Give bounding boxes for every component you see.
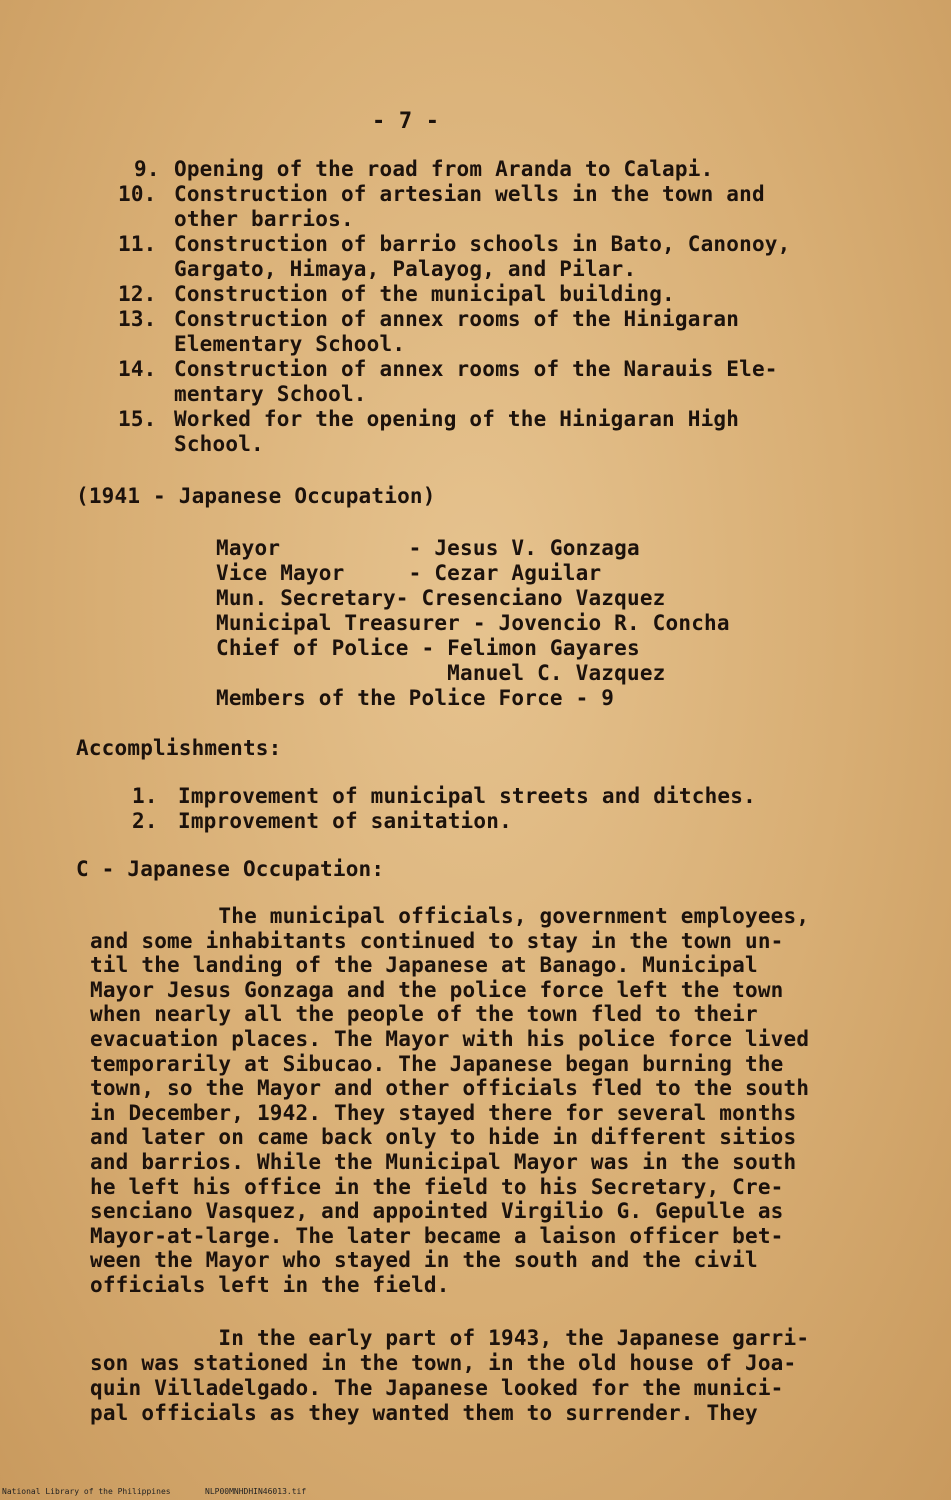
list-item-text: Gargato, Himaya, Palayog, and Pilar. xyxy=(174,257,637,281)
official-line: Chief of Police - Felimon Gayares xyxy=(216,636,640,660)
paragraph-line: quin Villadelgado. The Japanese looked for the munici- xyxy=(90,1376,784,1400)
list-item-number: 15. xyxy=(118,407,157,431)
paragraph-line: til the landing of the Japanese at Banago. Municipal xyxy=(90,953,758,978)
paragraph-line: officials left in the field. xyxy=(90,1273,450,1297)
list-item-text: Elementary School. xyxy=(174,332,406,356)
paragraph-line: ween the Mayor who stayed in the south and the civil xyxy=(90,1248,758,1273)
list-item-text: Worked for the opening of the Hinigaran High xyxy=(174,407,740,431)
paragraph-line: and barrios. While the Municipal Mayor was in the south xyxy=(90,1150,797,1174)
paragraph-line: and later on came back only to hide in different sitios xyxy=(90,1125,797,1150)
accomplishment-text: Improvement of sanitation. xyxy=(178,809,512,833)
paragraph-line: and some inhabitants continued to stay in the town un- xyxy=(90,928,784,953)
official-line: Mayor - Jesus V. Gonzaga xyxy=(216,536,640,560)
list-item-text: Opening of the road from Aranda to Calapi. xyxy=(174,157,714,181)
list-item-number: 12. xyxy=(118,282,157,306)
paragraph-line: in December, 1942. They stayed there for several months xyxy=(90,1100,797,1125)
paragraph-line: he left his office in the field to his Secretary, Cre- xyxy=(90,1174,784,1199)
paragraph-line: son was stationed in the town, in the old house of Joa- xyxy=(90,1351,797,1375)
accomplishment-text: Improvement of municipal streets and ditches. xyxy=(178,784,756,808)
paragraph-line: evacuation places. The Mayor with his police force lived xyxy=(90,1027,810,1051)
footer-left: National Library of the Philippines xyxy=(2,1487,171,1496)
official-line: Manuel C. Vazquez xyxy=(216,661,666,685)
accomplishments-heading: Accomplishments: xyxy=(76,736,282,760)
list-item-text: other barrios. xyxy=(174,207,354,231)
list-item-number: 9. xyxy=(134,157,160,181)
paragraph-line: Mayor-at-large. The later became a laison officer bet- xyxy=(90,1223,784,1248)
paragraph-line: when nearly all the people of the town fled to their xyxy=(90,1002,758,1027)
accomplishment-number: 1. xyxy=(132,784,158,808)
list-item-text: Construction of annex rooms of the Narauis Ele- xyxy=(174,357,778,381)
occupation-heading: (1941 - Japanese Occupation) xyxy=(76,484,436,508)
list-item-number: 13. xyxy=(118,307,157,331)
section-c-heading: C - Japanese Occupation: xyxy=(76,857,385,881)
list-item-text: Construction of artesian wells in the town and xyxy=(174,182,765,206)
list-item-number: 14. xyxy=(118,357,157,381)
list-item-number: 11. xyxy=(118,232,157,256)
official-line: Municipal Treasurer - Jovencio R. Concha xyxy=(216,611,730,635)
paragraph-line: pal officials as they wanted them to surrender. They xyxy=(90,1401,758,1425)
paragraph-line: temporarily at Sibucao. The Japanese began burning the xyxy=(90,1051,784,1076)
list-item-text: Construction of annex rooms of the Hinigaran xyxy=(174,307,740,331)
list-item-text: School. xyxy=(174,432,264,456)
official-line: Vice Mayor - Cezar Aguilar xyxy=(216,561,602,585)
accomplishment-number: 2. xyxy=(132,809,158,833)
list-item-text: mentary School. xyxy=(174,382,367,406)
paragraph-line: town, so the Mayor and other officials fled to the south xyxy=(90,1076,810,1101)
official-line: Mun. Secretary- Cresenciano Vazquez xyxy=(216,586,666,610)
page-number: - 7 - xyxy=(372,109,440,134)
paragraph-line: senciano Vasquez, and appointed Virgilio G. Gepulle as xyxy=(90,1199,784,1224)
paragraph-line: In the early part of 1943, the Japanese garri- xyxy=(90,1326,810,1350)
list-item-text: Construction of barrio schools in Bato, Canonoy, xyxy=(174,232,791,256)
list-item-number: 10. xyxy=(118,182,157,206)
list-item-text: Construction of the municipal building. xyxy=(174,282,675,306)
footer-right: NLP00MNHDHIN46013.tif xyxy=(205,1487,307,1496)
paragraph-line: Mayor Jesus Gonzaga and the police force left the town xyxy=(90,977,784,1002)
official-line: Members of the Police Force - 9 xyxy=(216,686,615,710)
paragraph-line: The municipal officials, government employees, xyxy=(90,904,810,928)
